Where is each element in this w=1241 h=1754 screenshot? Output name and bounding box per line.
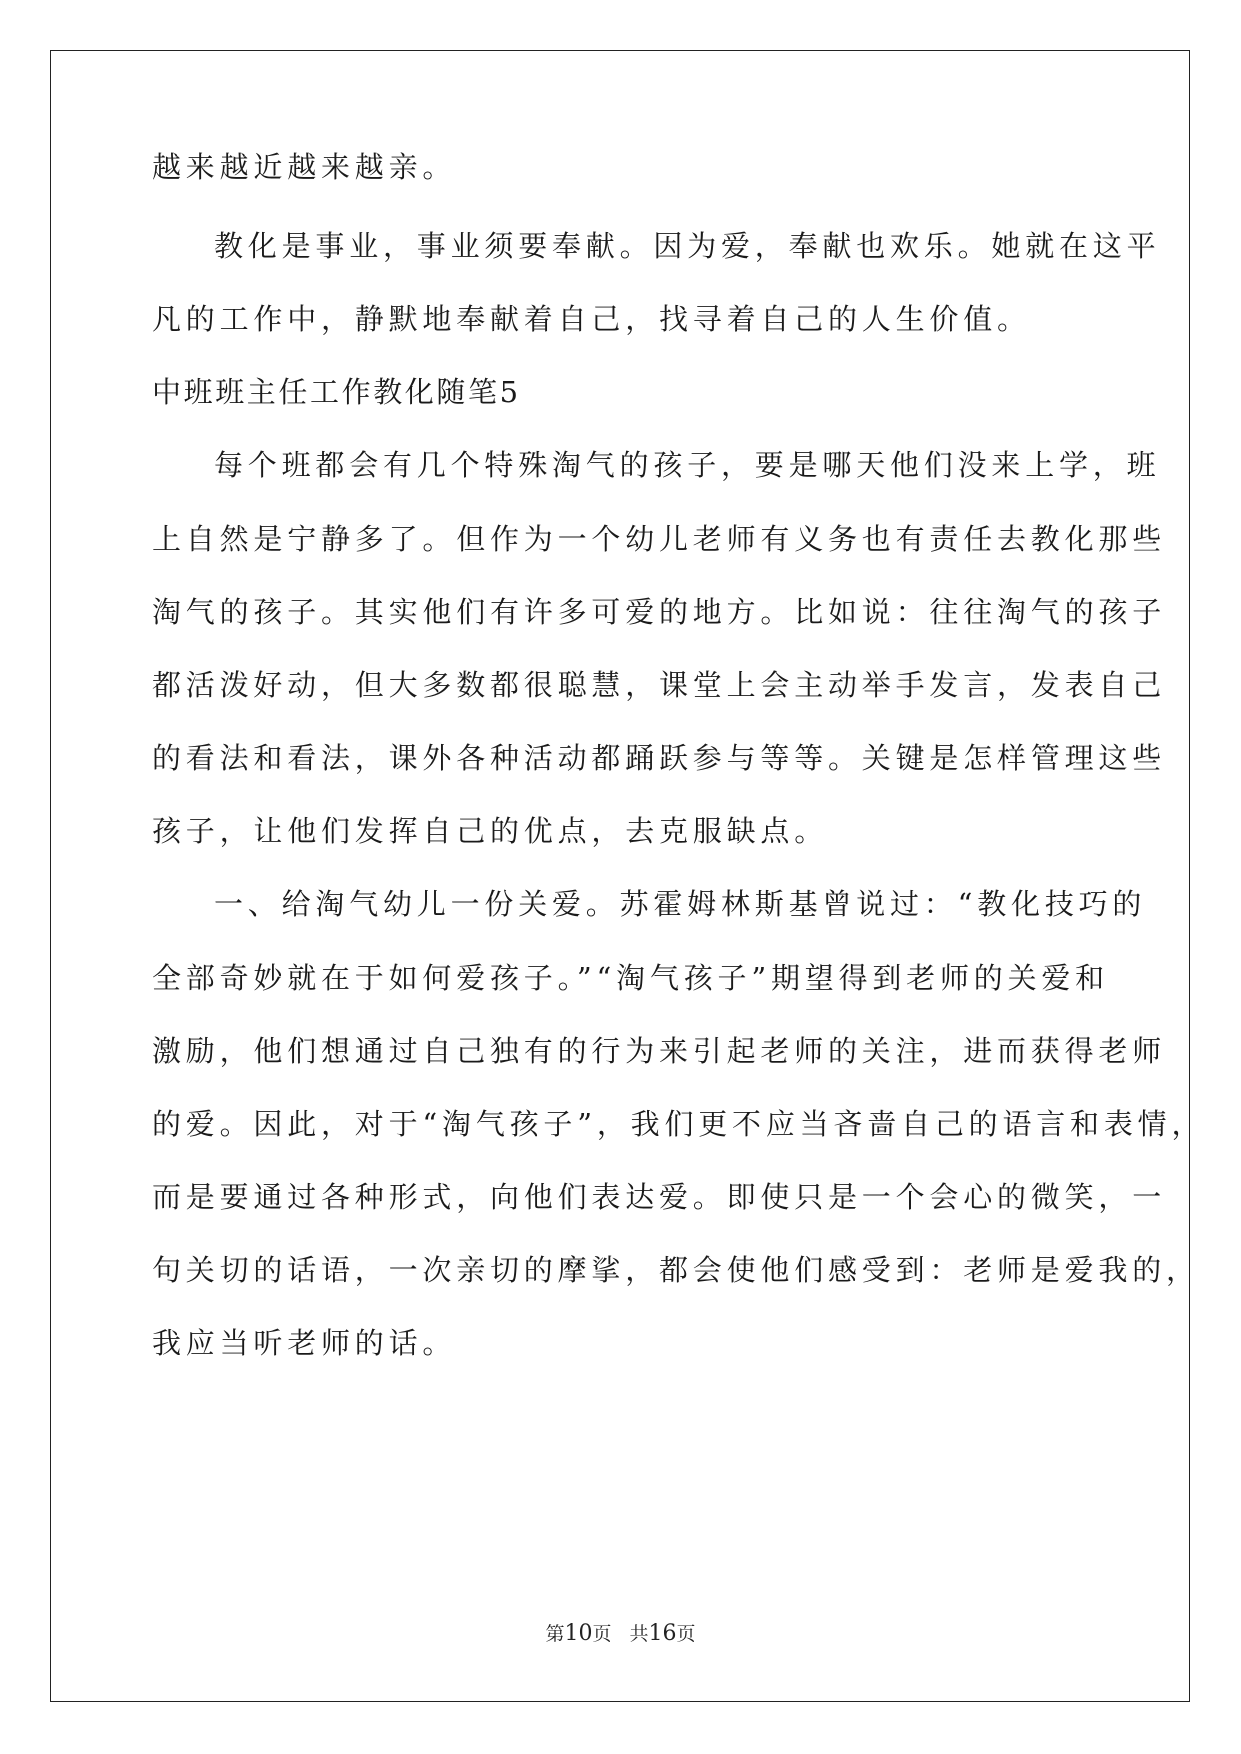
paragraph-line: 教化是事业，事业须要奉献。因为爱，奉献也欢乐。她就在这平 <box>214 229 1161 263</box>
total-page-count: 16 <box>648 1621 677 1646</box>
paragraph-line: 凡的工作中，静默地奉献着自己，找寻着自己的人生价值。 <box>152 302 1031 336</box>
paragraph-line: 我应当听老师的话。 <box>152 1326 457 1360</box>
paragraph-line: 全部奇妙就在于如何爱孩子。”“淘气孩子”期望得到老师的关爱和 <box>152 961 1109 995</box>
paragraph-line: 上自然是宁静多了。但作为一个幼儿老师有义务也有责任去教化那些 <box>152 522 1167 556</box>
total-pages-suffix: 页 <box>676 1623 696 1645</box>
paragraph-line: 激励，他们想通过自己独有的行为来引起老师的关注，进而获得老师 <box>152 1034 1167 1068</box>
section-heading: 中班班主任工作教化随笔5 <box>152 375 521 409</box>
page-footer <box>0 1622 1241 1646</box>
paragraph-line: 淘气的孩子。其实他们有许多可爱的地方。比如说：往往淘气的孩子 <box>152 595 1167 629</box>
page-number-prefix: 第 <box>545 1623 565 1645</box>
paragraph-line: 都活泼好动，但大多数都很聪慧，课堂上会主动举手发言，发表自己 <box>152 668 1167 702</box>
current-page-number: 10 <box>564 1621 593 1646</box>
paragraph-line: 孩子，让他们发挥自己的优点，去克服缺点。 <box>152 814 829 848</box>
total-pages-prefix: 共 <box>629 1623 649 1645</box>
page-number-suffix: 页 <box>592 1623 612 1645</box>
paragraph-line: 每个班都会有几个特殊淘气的孩子，要是哪天他们没来上学，班 <box>214 448 1161 482</box>
paragraph-line: 的看法和看法，课外各种活动都踊跃参与等等。关键是怎样管理这些 <box>152 741 1167 775</box>
paragraph-line: 一、给淘气幼儿一份关爱。苏霍姆林斯基曾说过：“教化技巧的 <box>214 887 1147 921</box>
paragraph-line: 句关切的话语，一次亲切的摩挲，都会使他们感受到：老师是爱我的， <box>152 1253 1200 1287</box>
paragraph-line: 而是要通过各种形式，向他们表达爱。即使只是一个会心的微笑，一 <box>152 1180 1167 1214</box>
paragraph-line: 的爱。因此，对于“淘气孩子”，我们更不应当吝啬自己的语言和表情， <box>152 1107 1206 1141</box>
page-border <box>50 50 1190 1702</box>
paragraph-line: 越来越近越来越亲。 <box>152 150 457 184</box>
